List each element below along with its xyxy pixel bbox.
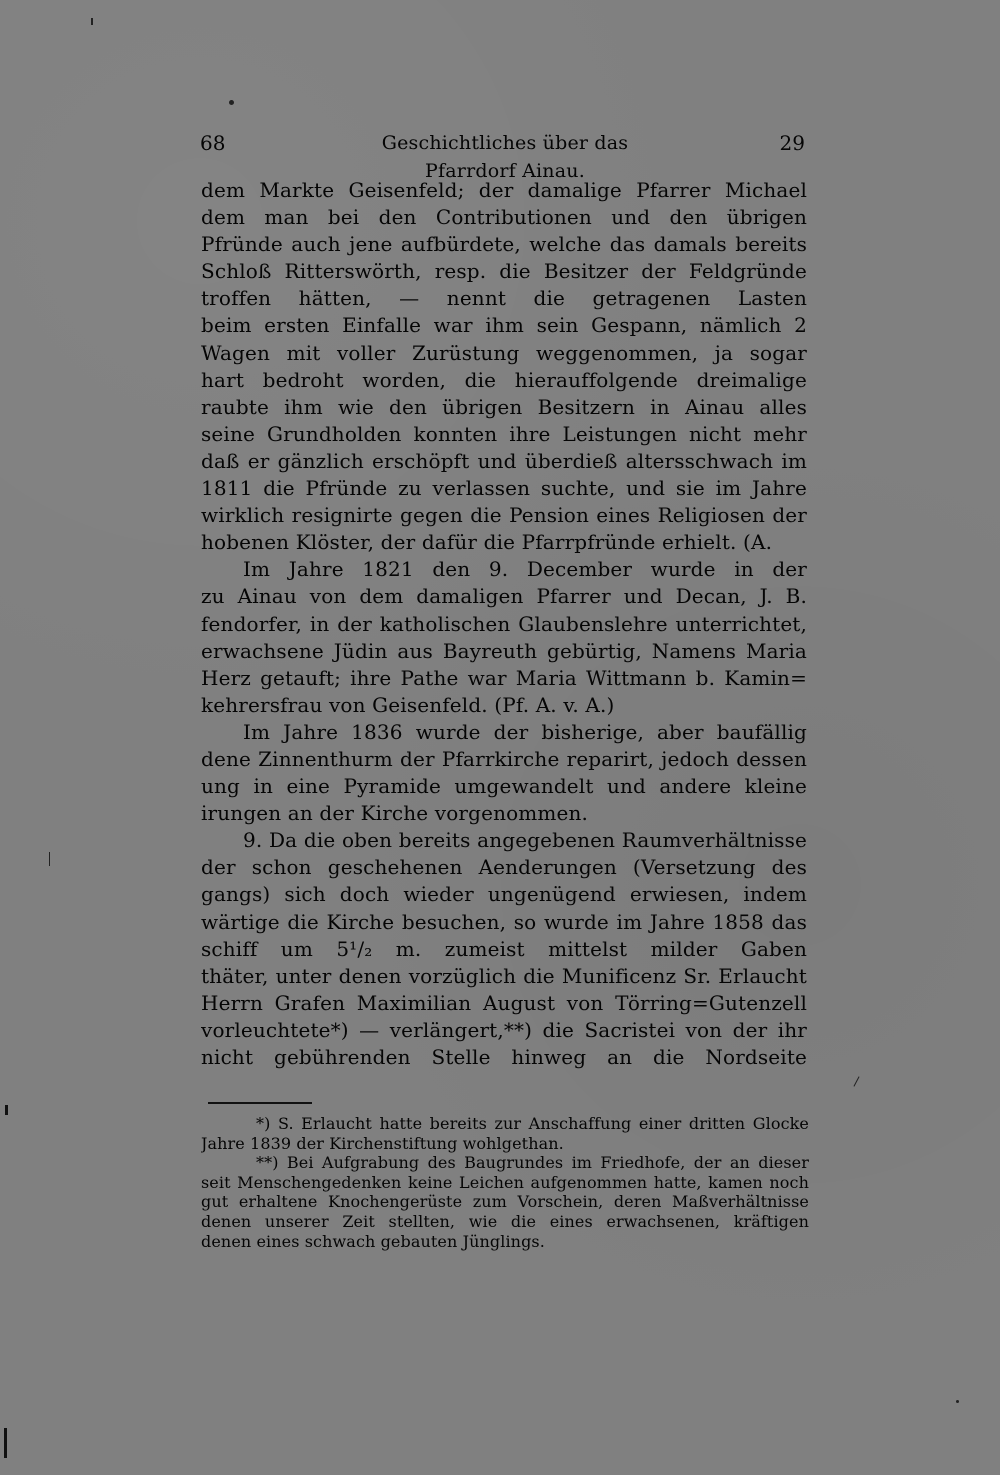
page-header [200, 129, 805, 182]
body-line: hart bedroht worden, die hierauffolgende dreimalige [201, 367, 807, 392]
body-text [201, 177, 807, 1071]
footnote-line: denen eines schwach gebauten Jünglings. [201, 1231, 545, 1251]
body-line: 9. Da die oben bereits angegebenen Raumverhältnisse [243, 828, 807, 853]
body-line: vorleuchtete*) — verlängert,**) die Sacristei von der ihr [201, 1017, 807, 1042]
footnote-line: gut erhaltene Knochengerüste zum Vorschein, deren Maßverhältnisse [201, 1192, 809, 1212]
left-page-number: 68 [200, 131, 226, 155]
body-line: dene Zinnenthurm der Pfarrkirche reparirt, jedoch dessen [201, 746, 807, 771]
scan-speck [956, 1400, 959, 1403]
body-line: gangs) sich doch wieder ungenügend erwiesen, indem [201, 882, 807, 907]
body-line: raubte ihm wie den übrigen Besitzern in Ainau alles [201, 394, 807, 419]
body-line: beim ersten Einfalle war ihm sein Gespann, nämlich 2 [201, 313, 807, 338]
scan-speck [91, 18, 93, 25]
footnote-line: seit Menschengedenken keine Leichen aufgenommen hatte, kamen noch [201, 1172, 809, 1192]
body-line: Herz getauft; ihre Pathe war Maria Wittmann b. Kamin= [201, 665, 807, 690]
body-line: Im Jahre 1836 wurde der bisherige, aber baufällig [243, 719, 807, 744]
footnote-line: denen unserer Zeit stellten, wie die eines erwachsenen, kräftigen [201, 1211, 809, 1231]
footnote-line: *) S. Erlaucht hatte bereits zur Anschaffung einer dritten Glocke [256, 1114, 809, 1133]
body-line: dem man bei den Contributionen und den übrigen [201, 205, 807, 230]
body-line: ung in eine Pyramide umgewandelt und andere kleine [201, 774, 807, 799]
body-line: Schloß Ritterswörth, resp. die Besitzer der Feldgründe [201, 259, 807, 284]
body-line: dem Markte Geisenfeld; der damalige Pfarrer Michael [201, 178, 807, 202]
body-line: Wagen mit voller Zurüstung weggenommen, ja sogar [201, 340, 807, 365]
body-line: troffen hätten, — nennt die getragenen Lasten [201, 286, 807, 311]
body-line: seine Grundholden konnten ihre Leistungen nicht mehr [201, 421, 807, 446]
body-line: wirklich resignirte gegen die Pension eines Religiosen der [201, 503, 807, 528]
scan-speck [4, 1428, 7, 1458]
body-line: daß er gänzlich erschöpft und überdieß altersschwach im [201, 448, 807, 473]
right-page-number: 29 [779, 131, 805, 155]
body-line: wärtige die Kirche besuchen, so wurde im Jahre 1858 das [201, 909, 807, 934]
body-line: hobenen Klöster, der dafür die Pfarrpfründe erhielt. (A. [201, 530, 773, 555]
scan-speck [5, 1105, 8, 1115]
scan-speck [229, 100, 234, 105]
body-line: Pfründe auch jene aufbürdete, welche das damals bereits [201, 232, 807, 257]
scan-speck [49, 852, 50, 866]
body-line: schiff um 5¹/₂ m. zumeist mittelst milder Gaben [201, 936, 807, 961]
footnote-line: **) Bei Aufgrabung des Baugrundes im Friedhofe, der an dieser [256, 1153, 809, 1173]
footnotes [201, 1114, 809, 1251]
body-line: nicht gebührenden Stelle hinweg an die Nordseite [201, 1045, 807, 1069]
body-line: Herrn Grafen Maximilian August von Törring=Gutenzell [201, 990, 807, 1015]
body-line: zu Ainau von dem damaligen Pfarrer und Decan, J. B. [201, 584, 807, 609]
footnote-rule [208, 1102, 312, 1104]
body-line: Im Jahre 1821 den 9. December wurde in der [243, 557, 807, 582]
body-line: thäter, unter denen vorzüglich die Munificenz Sr. Erlaucht [201, 963, 807, 988]
body-line: 1811 die Pfründe zu verlassen suchte, und sie im Jahre [201, 476, 807, 501]
body-line: fendorfer, in der katholischen Glaubenslehre unterrichtet, [201, 611, 807, 636]
body-line: der schon geschehenen Aenderungen (Versetzung des [201, 855, 807, 880]
body-line: erwachsene Jüdin aus Bayreuth gebürtig, Namens Maria [201, 638, 807, 663]
body-line: kehrersfrau von Geisenfeld. (Pf. A. v. A.) [201, 692, 615, 717]
body-line: irungen an der Kirche vorgenommen. [201, 801, 589, 826]
footnote-line: Jahre 1839 der Kirchenstiftung wohlgethan. [201, 1133, 564, 1153]
running-title: Geschichtliches über das Pfarrdorf Ainau. [381, 132, 629, 182]
scan-speck [853, 1076, 859, 1086]
